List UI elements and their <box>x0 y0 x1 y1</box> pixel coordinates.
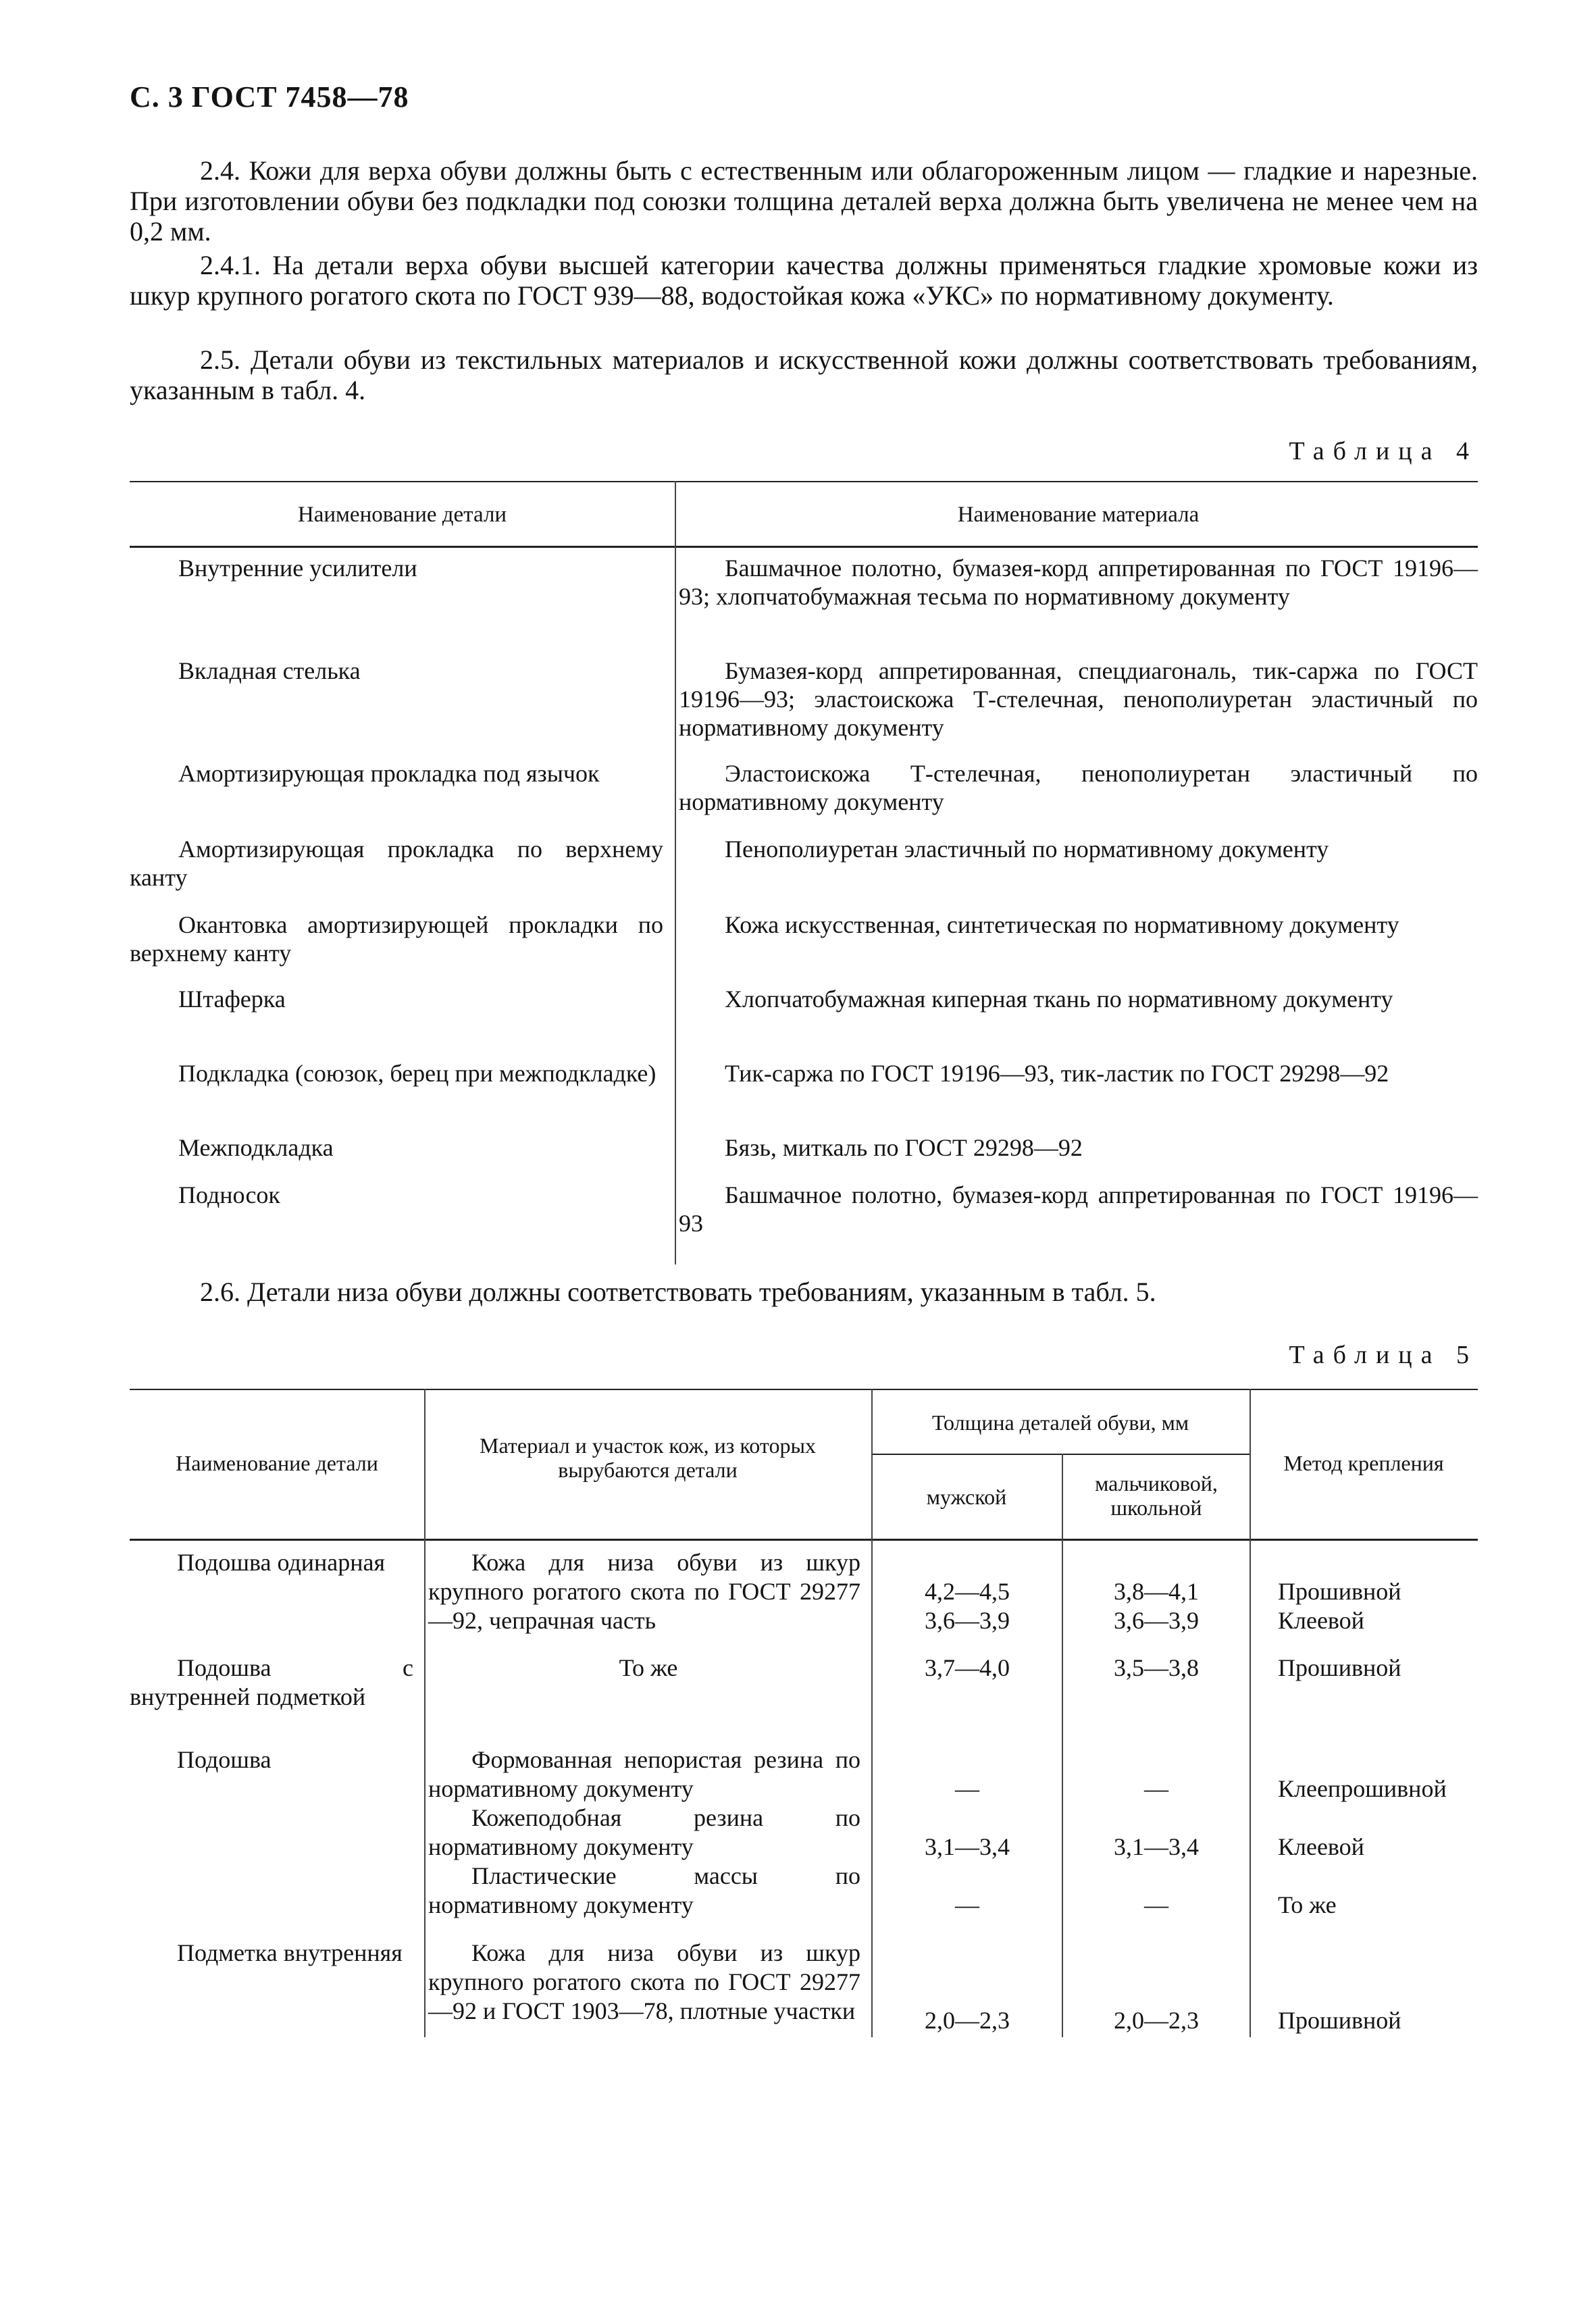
table5-material: Пластические массы по нормативному документу <box>428 1862 860 1918</box>
table5-male-value: 3,6—3,9 <box>925 1607 1010 1634</box>
table5-method: Прошивной <box>1278 1654 1401 1681</box>
table5-male-value: 3,7—4,0 <box>925 1654 1010 1681</box>
table4-material: Башмачное полотно, бумазея-корд аппретированная по ГОСТ 19196—93; хлопчатобумажная тесьма по нормативному документу <box>679 555 1478 610</box>
table4-part-name: Штаферка <box>178 986 286 1013</box>
table5-divider-3 <box>1062 1454 1063 2037</box>
table4-material: Хлопчатобумажная киперная ткань по нормативному документу <box>725 986 1393 1013</box>
table5-header-thickness: Толщина деталей обуви, мм <box>931 1410 1189 1435</box>
table5-part-name: Подошва <box>177 1746 272 1773</box>
table5-male-value: 4,2—4,5 <box>925 1578 1010 1605</box>
table5-part-name: Подошва одинарная <box>177 1549 386 1576</box>
table5-method: Прошивной <box>1278 1578 1401 1605</box>
table5-male-value: — <box>955 1891 979 1918</box>
table5-boys-value: — <box>1144 1775 1168 1802</box>
table5-boys-value: 3,6—3,9 <box>1114 1607 1199 1634</box>
paragraph-2-4: 2.4. Кожи для верха обуви должны быть с естественным или облагороженным лицом — гладкие и нарезные. При изготовлении обуви без подкладки под союзки толщина деталей верха должна быть увеличена не менее чем на 0,2 мм. <box>130 155 1478 247</box>
paragraph-2-4-1: 2.4.1. На детали верха обуви высшей категории качества должны применяться гладкие хромовые кожи из шкур крупного рогатого скота по ГОСТ 939—88, водостойкая кожа «УКС» по нормативному документу. <box>130 250 1478 311</box>
table4-material: Бумазея-корд аппретированная, спецдиагональ, тик-саржа по ГОСТ 19196—93; эластоискожа Т-стелечная, пенополиуретан эластичный по нормативному документу <box>679 657 1478 741</box>
table5-material: То же <box>619 1654 678 1681</box>
table4-material: Кожа искусственная, синтетическая по нормативному документу <box>725 911 1399 938</box>
table4-part-name: Амортизирующая прокладка под язычок <box>178 760 600 787</box>
table4-material: Тик-саржа по ГОСТ 19196—93, тик-ластик по ГОСТ 29298—92 <box>725 1060 1389 1087</box>
table5-header-method: Метод крепления <box>1283 1451 1444 1475</box>
table5-material: Кожа для низа обуви из шкур крупного рогатого скота по ГОСТ 29277—92, чепрачная часть <box>428 1549 860 1634</box>
table4-material: Бязь, миткаль по ГОСТ 29298—92 <box>725 1134 1083 1161</box>
table4-part-name: Внутренние усилители <box>178 555 417 582</box>
table4-part-name: Вкладная стелька <box>178 657 361 684</box>
table4-material: Пенополиуретан эластичный по нормативному документу <box>725 836 1329 863</box>
table5-boys-value: 3,5—3,8 <box>1114 1654 1199 1681</box>
table5-method: Клеевой <box>1278 1607 1364 1634</box>
table4-part-name: Амортизирующая прокладка по верхнему канту <box>130 836 663 891</box>
table5-material: Формованная непористая резина по нормативному документу <box>428 1746 860 1802</box>
table5-caption: Таблица 5 <box>1289 1341 1478 1369</box>
table5-header-boys: мальчиковой, школьной <box>1095 1471 1218 1520</box>
table5-material: Кожеподобная резина по нормативному документу <box>428 1804 860 1860</box>
table5-male-value: 2,0—2,3 <box>925 2007 1010 2034</box>
table5-male-value: 3,1—3,4 <box>925 1833 1010 1860</box>
table5-header-name: Наименование детали <box>176 1451 378 1475</box>
table4-column-divider <box>675 481 676 1264</box>
table5-method: Клеепрошивной <box>1278 1775 1447 1802</box>
table4-part-name: Окантовка амортизирующей прокладки по верхнему канту <box>130 911 663 967</box>
table5-divider-1 <box>424 1389 426 2037</box>
table5-header-material: Материал и участок кож, из которых вырубаются детали <box>480 1433 816 1482</box>
table4-material: Башмачное полотно, бумазея-корд аппретированная по ГОСТ 19196—93 <box>679 1181 1478 1237</box>
table4-header-material: Наименование материала <box>957 503 1200 527</box>
table5-boys-value: 2,0—2,3 <box>1114 2007 1199 2034</box>
table5-part-name: Подошва с внутренней подметкой <box>130 1654 413 1710</box>
paragraph-2-5: 2.5. Детали обуви из текстильных материалов и искусственной кожи должны соответствовать требованиям, указанным в табл. 4. <box>130 344 1478 405</box>
page-header: С. 3 ГОСТ 7458—78 <box>130 80 409 113</box>
table5-top-rule <box>130 1389 1478 1390</box>
table4-header-part: Наименование детали <box>297 503 507 527</box>
table5-header-male: мужской <box>926 1485 1007 1509</box>
table5-method: Клеевой <box>1278 1833 1364 1860</box>
table4-part-name: Подкладка (союзок, берец при межподкладке) <box>178 1060 657 1087</box>
table4-part-name: Межподкладка <box>178 1134 334 1161</box>
table4-top-rule <box>130 481 1478 482</box>
table5-part-name: Подметка внутренняя <box>177 1939 403 1966</box>
table5-method: То же <box>1278 1891 1337 1918</box>
table5-header-rule <box>130 1539 1478 1541</box>
table5-boys-value: — <box>1144 1891 1168 1918</box>
table5-boys-value: 3,8—4,1 <box>1114 1578 1199 1605</box>
table5-male-value: — <box>955 1775 979 1802</box>
table4-header-rule <box>130 546 1478 548</box>
table5-boys-value: 3,1—3,4 <box>1114 1833 1199 1860</box>
table5-divider-4 <box>1250 1389 1251 2037</box>
table5-method: Прошивной <box>1278 2007 1401 2034</box>
table4-part-name: Подносок <box>178 1181 280 1208</box>
paragraph-2-6: 2.6. Детали низа обуви должны соответствовать требованиям, указанным в табл. 5. <box>200 1277 1156 1307</box>
table5-material: Кожа для низа обуви из шкур крупного рогатого скота по ГОСТ 29277—92 и ГОСТ 1903—78, плотные участки <box>428 1939 860 2024</box>
table5-subheader-rule <box>871 1454 1250 1455</box>
table4-material: Эластоискожа Т-стелечная, пенополиуретан эластичный по нормативному документу <box>679 760 1478 815</box>
table4-caption: Таблица 4 <box>1289 437 1478 465</box>
